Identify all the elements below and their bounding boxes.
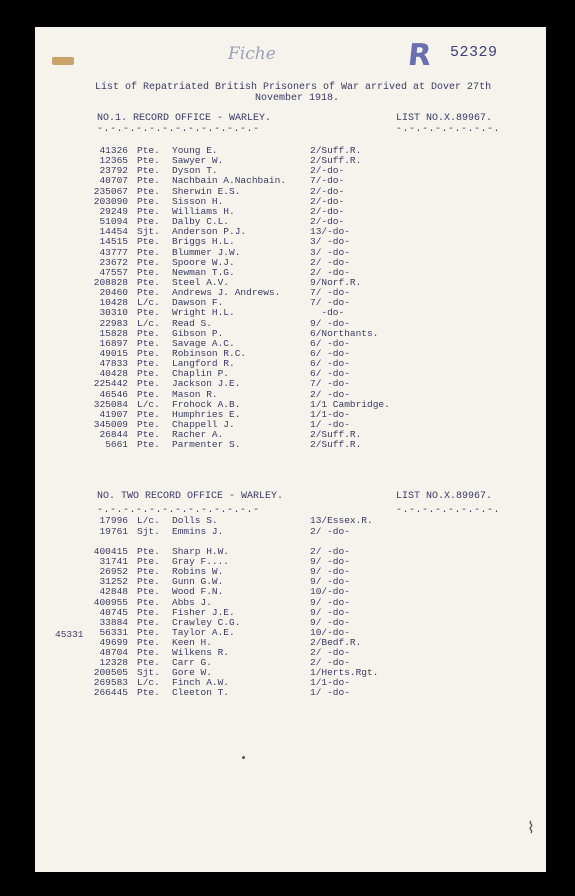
- service-number: 51094: [99, 216, 128, 228]
- soldier-name: Anderson P.J.: [172, 226, 247, 238]
- table-row: [0, 226, 511, 236]
- service-number: 400955: [93, 596, 128, 608]
- rank: Pte.: [137, 236, 160, 248]
- table-row: [0, 647, 511, 657]
- rank: Pte.: [137, 358, 160, 370]
- service-number: 31252: [99, 576, 128, 588]
- soldier-name: Frohock A.B.: [172, 398, 241, 410]
- rank: Pte.: [137, 165, 160, 177]
- table-row: [0, 175, 511, 185]
- service-number: 10428: [99, 297, 128, 309]
- rank: Pte.: [137, 216, 160, 228]
- rank: Pte.: [137, 368, 160, 380]
- rank: Pte.: [137, 327, 160, 339]
- rank: L/c.: [137, 515, 160, 526]
- rank: Pte.: [137, 657, 160, 669]
- table-row: [0, 657, 511, 667]
- soldier-name: Finch A.W.: [172, 677, 230, 689]
- unit: 6/Northants.: [310, 327, 379, 339]
- table-row: [0, 389, 511, 399]
- table-row: [0, 687, 511, 697]
- soldier-name: Dyson T.: [172, 165, 218, 177]
- soldier-name: Savage A.C.: [172, 337, 235, 349]
- service-number: 12365: [99, 155, 128, 167]
- unit: 9/ -do-: [310, 596, 350, 608]
- soldier-name: Gunn G.W.: [172, 576, 224, 588]
- rank: Pte.: [137, 586, 160, 598]
- table-row: [0, 677, 511, 687]
- rank: L/c.: [137, 677, 160, 689]
- rank: Pte.: [137, 556, 160, 568]
- service-number: 23792: [99, 165, 128, 177]
- service-number: 200505: [93, 667, 128, 679]
- soldier-name: Spoore W.J.: [172, 256, 235, 268]
- unit: 6/ -do-: [310, 348, 350, 359]
- rank: Pte.: [137, 606, 160, 618]
- section1-office: NO.1. RECORD OFFICE - WARLEY.: [97, 113, 272, 124]
- service-number: 42848: [99, 586, 128, 598]
- unit: 9/ -do-: [310, 606, 350, 618]
- soldier-name: Robinson R.C.: [172, 348, 247, 359]
- service-number: 20460: [99, 287, 128, 299]
- rank: Pte.: [137, 419, 160, 431]
- service-number: 56331: [99, 626, 128, 638]
- soldier-name: Wilkens R.: [172, 647, 230, 658]
- service-number: 14454: [99, 226, 128, 238]
- service-number: 15828: [99, 327, 128, 339]
- table-row: [0, 277, 511, 287]
- service-number: 26844: [99, 429, 128, 441]
- soldier-name: Wood F.N.: [172, 586, 224, 598]
- unit: 3/ -do-: [310, 246, 350, 258]
- rank: Pte.: [137, 626, 160, 638]
- service-number: 48704: [99, 647, 128, 658]
- rank: Pte.: [137, 596, 160, 608]
- service-number: 26952: [99, 566, 128, 578]
- service-number: 16897: [99, 337, 128, 349]
- rank: Pte.: [137, 408, 160, 420]
- unit: 1/1-do-: [310, 677, 350, 689]
- soldier-name: Jackson J.E.: [172, 378, 241, 390]
- section1-list-number: LIST NO.X.89967.: [396, 113, 493, 124]
- unit: 6/ -do-: [310, 337, 350, 349]
- table-row: [0, 546, 511, 556]
- service-number: 49015: [99, 348, 128, 359]
- service-number: 12328: [99, 657, 128, 669]
- table-row: [0, 607, 511, 617]
- table-row: [0, 378, 511, 388]
- service-number: 14515: [99, 236, 128, 248]
- soldier-name: Blummer J.W.: [172, 246, 241, 258]
- soldier-name: Dawson F.: [172, 297, 224, 309]
- section1-list-underline: -.-.-.-.-.-.-.-.: [396, 124, 501, 135]
- document-title-date: November 1918.: [255, 93, 340, 104]
- rank: Pte.: [137, 266, 160, 278]
- service-number: 40745: [99, 606, 128, 618]
- table-row: [0, 586, 511, 596]
- unit: 6/ -do-: [310, 368, 350, 380]
- rank: Pte.: [137, 145, 160, 156]
- table-row: [0, 419, 511, 429]
- section1-underline: -.-.-.-.-.-.-.-.-.-.-.-.-: [97, 124, 260, 135]
- unit: 2/-do-: [310, 205, 345, 217]
- rank: L/c.: [137, 398, 160, 410]
- rank: Pte.: [137, 636, 160, 648]
- unit: 10/-do-: [310, 626, 350, 638]
- unit: 10/-do-: [310, 586, 350, 598]
- table-row: [0, 556, 511, 566]
- unit: 2/-do-: [310, 195, 345, 207]
- service-number: 31741: [99, 556, 128, 568]
- soldier-name: Humphries E.: [172, 408, 241, 420]
- soldier-name: Gibson P.: [172, 327, 224, 339]
- table-row: [0, 348, 511, 358]
- unit: 7/-do-: [310, 175, 345, 187]
- unit: 7/ -do-: [310, 287, 350, 299]
- service-number: 19761: [99, 526, 128, 537]
- table-row: [0, 318, 511, 328]
- rank: Pte.: [137, 276, 160, 288]
- table-row: [0, 307, 511, 317]
- service-number: 225442: [93, 378, 128, 390]
- paper-clip-mark: [52, 57, 74, 65]
- soldier-name: Emmins J.: [172, 526, 224, 537]
- soldier-name: Mason R.: [172, 388, 218, 400]
- unit: 13/Essex.R.: [310, 515, 373, 526]
- ink-dot: [242, 756, 245, 759]
- soldier-name: Carr G.: [172, 657, 212, 669]
- handwritten-annotation: Fiche: [228, 44, 276, 64]
- stamp-letter: R: [406, 38, 433, 73]
- soldier-name: Nachbain A.Nachbain.: [172, 175, 287, 187]
- unit: 1/Herts.Rgt.: [310, 667, 379, 679]
- rank: Sjt.: [137, 526, 160, 537]
- soldier-name: Racher A.: [172, 429, 224, 441]
- unit: 9/ -do-: [310, 576, 350, 588]
- rank: Pte.: [137, 307, 160, 319]
- soldier-name: Langford R.: [172, 358, 235, 370]
- soldier-name: Crawley C.G.: [172, 616, 241, 628]
- soldier-name: Cleeton T.: [172, 687, 230, 699]
- table-row: [0, 196, 511, 206]
- rank: Pte.: [137, 388, 160, 400]
- rank: Pte.: [137, 185, 160, 197]
- table-row: [0, 247, 511, 257]
- unit: 2/Suff.R.: [310, 429, 362, 441]
- table-row: [0, 597, 511, 607]
- table-row: [0, 338, 511, 348]
- soldier-name: Sisson H.: [172, 195, 224, 207]
- soldier-name: Briggs H.L.: [172, 236, 235, 248]
- table-row: [0, 399, 511, 409]
- table-row: [0, 287, 511, 297]
- soldier-name: Fisher J.E.: [172, 606, 235, 618]
- unit: 6/ -do-: [310, 358, 350, 370]
- table-row: [0, 328, 511, 338]
- soldier-name: Keen H.: [172, 636, 212, 648]
- unit: 7/ -do-: [310, 378, 350, 390]
- unit: 2/Bedf.R.: [310, 636, 362, 648]
- unit: 2/-do-: [310, 216, 345, 228]
- service-number: 33884: [99, 616, 128, 628]
- section2-list-number: LIST NO.X.89967.: [396, 491, 493, 502]
- unit: 9/ -do-: [310, 616, 350, 628]
- table-row: [0, 576, 511, 586]
- soldier-name: Chappell J.: [172, 419, 235, 431]
- rank: Pte.: [137, 155, 160, 167]
- table-row: [0, 358, 511, 368]
- rank: Sjt.: [137, 667, 160, 679]
- rank: Pte.: [137, 616, 160, 628]
- service-number: 30310: [99, 307, 128, 319]
- rank: Pte.: [137, 647, 160, 658]
- soldier-name: Gore W.: [172, 667, 212, 679]
- rank: Pte.: [137, 205, 160, 217]
- unit: 2/-do-: [310, 185, 345, 197]
- table-row: [0, 145, 511, 155]
- unit: 2/ -do-: [310, 526, 350, 537]
- table-row: [0, 409, 511, 419]
- table-row: [0, 186, 511, 196]
- unit: 9/ -do-: [310, 556, 350, 568]
- table-row: [0, 206, 511, 216]
- unit: 9/Norf.R.: [310, 276, 362, 288]
- unit: 1/ -do-: [310, 419, 350, 431]
- table-row: [0, 236, 511, 246]
- rank: Pte.: [137, 256, 160, 268]
- service-number: 269583: [93, 677, 128, 689]
- table-row: [0, 216, 511, 226]
- soldier-name: Sawyer W.: [172, 155, 224, 167]
- service-number: 235067: [93, 185, 128, 197]
- soldier-name: Dalby C.L.: [172, 216, 230, 228]
- soldier-name: Steel A.V.: [172, 276, 230, 288]
- service-number: 325084: [93, 398, 128, 410]
- rank: Sjt.: [137, 226, 160, 238]
- service-number: 266445: [93, 687, 128, 699]
- soldier-name: Dolls S.: [172, 515, 218, 526]
- unit: 2/ -do-: [310, 388, 350, 400]
- table-row: [0, 429, 511, 439]
- stamp-number: 52329: [450, 44, 498, 61]
- soldier-name: Young E.: [172, 145, 218, 156]
- rank: Pte.: [137, 348, 160, 359]
- corner-mark: ⌇: [527, 818, 535, 837]
- unit: 2/ -do-: [310, 657, 350, 669]
- table-row: [0, 257, 511, 267]
- margin-note: 45331: [55, 629, 84, 640]
- service-number: 47557: [99, 266, 128, 278]
- section2-office: NO. TWO RECORD OFFICE - WARLEY.: [97, 491, 284, 502]
- rank: Pte.: [137, 378, 160, 390]
- unit: 9/ -do-: [310, 566, 350, 578]
- soldier-name: Taylor A.E.: [172, 626, 235, 638]
- table-row: [0, 368, 511, 378]
- unit: 2/ -do-: [310, 647, 350, 658]
- table-row: [0, 267, 511, 277]
- rank: Pte.: [137, 287, 160, 299]
- soldier-name: Read S.: [172, 317, 212, 329]
- service-number: 49699: [99, 636, 128, 648]
- unit: 7/ -do-: [310, 297, 350, 309]
- soldier-name: Parmenter S.: [172, 439, 241, 451]
- service-number: 203090: [93, 195, 128, 207]
- unit: 2/ -do-: [310, 266, 350, 278]
- service-number: 41326: [99, 145, 128, 156]
- table-row: [0, 297, 511, 307]
- rank: Pte.: [137, 546, 160, 557]
- rank: Pte.: [137, 246, 160, 258]
- soldier-name: Sherwin E.S.: [172, 185, 241, 197]
- table-row: [0, 566, 511, 576]
- service-number: 22983: [99, 317, 128, 329]
- service-number: 43777: [99, 246, 128, 258]
- service-number: 47833: [99, 358, 128, 370]
- unit: 2/Suff.R.: [310, 145, 362, 156]
- table-row: [0, 165, 511, 175]
- unit: 2/-do-: [310, 165, 345, 177]
- soldier-name: Abbs J.: [172, 596, 212, 608]
- rank: Pte.: [137, 439, 160, 451]
- unit: 2/Suff.R.: [310, 155, 362, 167]
- soldier-name: Wright H.L.: [172, 307, 235, 319]
- soldier-name: Chaplin P.: [172, 368, 230, 380]
- service-number: 17996: [99, 515, 128, 526]
- service-number: 5661: [105, 439, 128, 451]
- rank: Pte.: [137, 175, 160, 187]
- service-number: 40707: [99, 175, 128, 187]
- table-row: [0, 515, 511, 525]
- rank: Pte.: [137, 576, 160, 588]
- table-row: [0, 617, 511, 627]
- table-row: [0, 667, 511, 677]
- unit: 3/ -do-: [310, 236, 350, 248]
- unit: 1/1-do-: [310, 408, 350, 420]
- rank: Pte.: [137, 337, 160, 349]
- rank: Pte.: [137, 687, 160, 699]
- rank: L/c.: [137, 297, 160, 309]
- service-number: 40428: [99, 368, 128, 380]
- rank: L/c.: [137, 317, 160, 329]
- unit: 2/Suff.R.: [310, 439, 362, 451]
- rank: Pte.: [137, 566, 160, 578]
- soldier-name: Newman T.G.: [172, 266, 235, 278]
- soldier-name: Gray F....: [172, 556, 230, 568]
- service-number: 208828: [93, 276, 128, 288]
- document-title: List of Repatriated British Prisoners of War arrived at Dover 27th: [95, 82, 492, 93]
- table-row: [0, 526, 511, 536]
- soldier-name: Williams H.: [172, 205, 235, 217]
- service-number: 345009: [93, 419, 128, 431]
- unit: 1/1 Cambridge.: [310, 398, 390, 410]
- soldier-name: Andrews J. Andrews.: [172, 287, 281, 299]
- service-number: 23672: [99, 256, 128, 268]
- service-number: 41907: [99, 408, 128, 420]
- unit: 2/ -do-: [310, 256, 350, 268]
- soldier-name: Sharp H.W.: [172, 546, 230, 557]
- section2-underline: -.-.-.-.-.-.-.-.-.-.-.-.-: [97, 505, 260, 516]
- rank: Pte.: [137, 429, 160, 441]
- service-number: 400415: [93, 546, 128, 557]
- service-number: 29249: [99, 205, 128, 217]
- soldier-name: Robins W.: [172, 566, 224, 578]
- rank: Pte.: [137, 195, 160, 207]
- unit: 2/ -do-: [310, 546, 350, 557]
- service-number: 46546: [99, 388, 128, 400]
- unit: -do-: [310, 307, 345, 319]
- table-row: [0, 155, 511, 165]
- unit: 9/ -do-: [310, 317, 350, 329]
- section2-list-underline: -.-.-.-.-.-.-.-.: [396, 505, 501, 516]
- table-row: [0, 439, 511, 449]
- unit: 13/-do-: [310, 226, 350, 238]
- unit: 1/ -do-: [310, 687, 350, 699]
